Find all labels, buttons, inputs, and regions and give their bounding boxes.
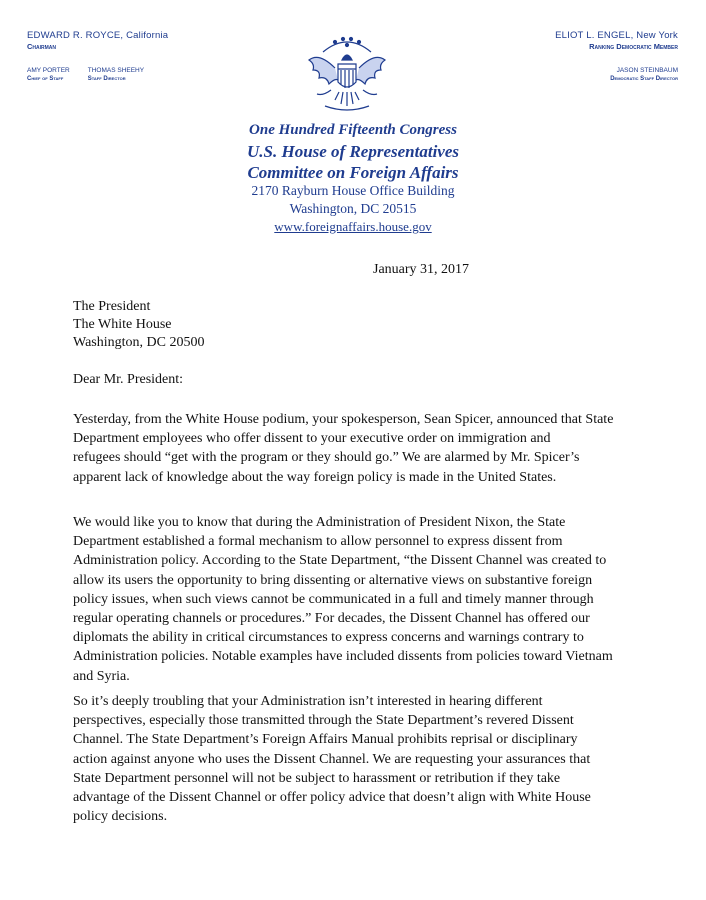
- staff-name: JASON STEINBAUM: [616, 67, 678, 74]
- congress-line: One Hundred Fifteenth Congress: [249, 122, 457, 138]
- text-line: and Syria.: [73, 668, 130, 684]
- text-line: Department established a formal mechanism to allow personnel to express dissent from: [73, 534, 563, 550]
- ranking-member-name: ELIOT L. ENGEL, New York: [555, 30, 678, 41]
- staff-name: THOMAS SHEEHY: [87, 67, 145, 74]
- text-line: perspectives, especially those transmitted through the State Department’s revered Dissent: [73, 713, 574, 729]
- text-line: Department employees who offer dissent to your executive order on immigration and: [73, 431, 551, 447]
- text-line: Channel. The State Department’s Foreign Affairs Manual prohibits reprisal or disciplinary: [73, 732, 578, 748]
- ranking-member-title: Ranking Democratic Member: [589, 42, 678, 51]
- text-line: Yesterday, from the White House podium, your spokesperson, Sean Spicer, announced that State: [73, 412, 614, 427]
- house-line: U.S. House of Representatives: [246, 142, 460, 161]
- text-line: policy issues, when such views cannot be communicated in a full and timely manner through: [73, 591, 594, 607]
- text-line: State Department personnel will not be subject to harassment or retribution if they take: [73, 770, 561, 786]
- majority-staff: [27, 66, 168, 83]
- address-line-1: 2170 Rayburn House Office Building: [251, 183, 455, 198]
- chairman-name: EDWARD R. ROYCE, California: [27, 30, 169, 41]
- recipient-line: The White House: [73, 317, 172, 332]
- text-line: Administration policies. Notable examples have included dissents from policies toward Vietnam: [73, 649, 613, 665]
- text-line: diplomats the ability in critical circumstances to express concerns and warnings contrary to: [73, 630, 584, 646]
- text-line: So it’s deeply troubling that your Administration isn’t interested in hearing different: [73, 694, 543, 709]
- body-paragraph: [73, 692, 658, 826]
- body-paragraph: [73, 513, 658, 686]
- website-link[interactable]: www.foreignaffairs.house.gov: [274, 219, 432, 234]
- staff-member: [27, 66, 70, 83]
- great-seal-eagle-icon: [305, 30, 389, 116]
- chairman-title: Chairman: [27, 42, 57, 51]
- letter-date: January 31, 2017: [373, 262, 470, 277]
- staff-title: Democratic Staff Director: [610, 76, 678, 82]
- text-line: policy decisions.: [73, 809, 168, 825]
- chairman-block: [27, 30, 168, 83]
- text-line: regular operating channels or procedures.” For decades, the Dissent Channel has offered our: [73, 611, 590, 627]
- committee-line: Committee on Foreign Affairs: [247, 163, 459, 182]
- text-line: We would like you to know that during the Administration of President Nixon, the State: [73, 515, 566, 530]
- ranking-member-block: [555, 30, 678, 83]
- staff-name: AMY PORTER: [27, 67, 70, 74]
- text-line: action against anyone who uses the Dissent Channel. We are requesting your assurances that: [73, 751, 591, 767]
- address-line-2: Washington, DC 20515: [289, 201, 417, 216]
- recipient-line: The President: [73, 299, 151, 314]
- text-line: Administration policy. According to the State Department, “the Dissent Channel was created to: [73, 553, 607, 569]
- salutation: Dear Mr. President:: [73, 372, 184, 387]
- minority-staff: [555, 66, 678, 83]
- body-paragraph: [73, 410, 658, 487]
- staff-member: [88, 66, 144, 83]
- text-line: apparent lack of knowledge about the way foreign policy is made in the United States.: [73, 469, 557, 485]
- recipient-line: Washington, DC 20500: [73, 335, 205, 350]
- text-line: refugees should “get with the program or they should go.” We are alarmed by Mr. Spicer’s: [73, 450, 580, 466]
- text-line: advantage of the Dissent Channel or offer policy advice that doesn’t align with White House: [73, 790, 591, 806]
- staff-member: [610, 66, 678, 83]
- text-line: allow its users the opportunity to bring dissenting or alternative views on substantive foreign: [73, 572, 593, 588]
- staff-title: Staff Director: [87, 76, 126, 82]
- recipient-address: [73, 298, 204, 352]
- staff-title: Chief of Staff: [27, 76, 64, 82]
